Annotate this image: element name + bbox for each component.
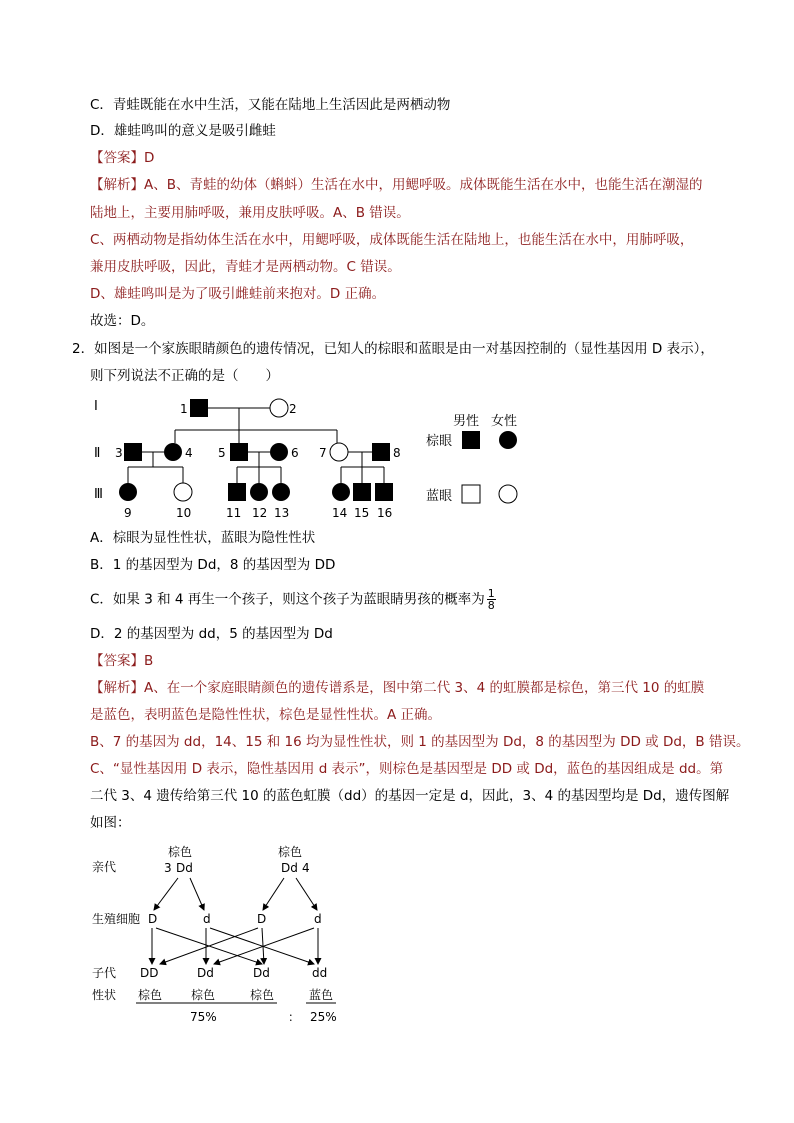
pedigree-legend xyxy=(426,413,517,504)
member-number: 2 xyxy=(289,402,297,416)
q2-option-c xyxy=(90,588,496,611)
q2-option-b: B．1 的基因型为 Dd，8 的基因型为 DD xyxy=(90,557,336,573)
q2-option-d: D．2 的基因型为 dd，5 的基因型为 Dd xyxy=(90,626,333,642)
pedigree-male-brown xyxy=(230,443,248,461)
row-label-parents: 亲代 xyxy=(92,860,117,874)
pedigree-female-brown xyxy=(164,443,182,461)
member-number: 6 xyxy=(291,446,299,460)
q2-analysis-line: C、“显性基因用 D 表示，隐性基因用 d 表示”，则棕色是基因型是 DD 或 Dd，蓝色的基因组成是 dd。第 xyxy=(90,761,724,777)
q2-analysis-line: 二代 3、4 遗传给第三代 10 的蓝色虹膜（dd）的基因一定是 d，因此，3、4 的基因型均是 Dd，遗传图解 xyxy=(90,788,730,804)
q2-analysis-line: B、7 的基因为 dd，14、15 和 16 均为显性性状，则 1 的基因型为 Dd，8 的基因型为 DD 或 Dd，B 错误。 xyxy=(90,734,750,750)
pedigree-female-brown xyxy=(332,483,350,501)
member-number: 11 xyxy=(226,506,242,520)
legend-brown: 棕眼 xyxy=(426,434,453,449)
q2-stem: 2．如图是一个家族眼睛颜色的遗传情况，已知人的棕眼和蓝眼是由一对基因控制的（显性基因用 D 表示）， xyxy=(72,341,714,357)
legend-female-brown xyxy=(499,431,517,449)
parent-left-genotype: Dd xyxy=(176,861,193,875)
legend-male: 男性 xyxy=(453,414,480,429)
gamete: D xyxy=(257,912,267,926)
q1-analysis-line: 兼用皮肤呼吸，因此，青蛙才是两栖动物。C 错误。 xyxy=(90,259,401,275)
row-label-traits: 性状 xyxy=(92,988,117,1002)
q2-stem: 则下列说法不正确的是（ ） xyxy=(90,368,279,384)
pedigree-female-brown xyxy=(272,483,290,501)
member-number: 3 xyxy=(115,446,123,460)
q1-conclusion: 故选：D。 xyxy=(90,313,155,329)
q1-answer: 【答案】D xyxy=(90,150,155,166)
parent-right-genotype: Dd xyxy=(281,861,298,875)
row-label-offspring: 子代 xyxy=(92,966,117,980)
offspring-genotype: Dd xyxy=(253,966,270,980)
q1-analysis-line: 【解析】A、B、青蛙的幼体（蝌蚪）生活在水中，用鳃呼吸。成体既能生活在水中，也能生活在潮湿的 xyxy=(90,177,703,193)
generation-label: Ⅲ xyxy=(94,487,103,502)
fraction xyxy=(487,588,496,611)
pedigree-female-brown xyxy=(270,443,288,461)
pedigree-male-brown xyxy=(375,483,393,501)
legend-male-brown xyxy=(462,431,480,449)
gamete: d xyxy=(314,912,322,926)
offspring-trait: 蓝色 xyxy=(309,988,334,1002)
q2-analysis-line: 【解析】A、在一个家庭眼睛颜色的遗传谱系是，图中第二代 3、4 的虹膜都是棕色，第三代 10 的虹膜 xyxy=(90,680,705,696)
q2-option-a: A．棕眼为显性性状，蓝眼为隐性性状 xyxy=(90,530,316,546)
pedigree-male-brown xyxy=(124,443,142,461)
parent-left-number: 3 xyxy=(164,861,172,875)
parent-right-number: 4 xyxy=(302,861,310,875)
genetic-cross-diagram xyxy=(80,838,380,1028)
member-number: 9 xyxy=(124,506,132,520)
ratio-blue: 25% xyxy=(310,1010,337,1024)
ratio-separator: ： xyxy=(288,1010,301,1024)
fraction-denominator: 8 xyxy=(487,599,495,612)
q2-analysis-line: 如图： xyxy=(90,815,131,831)
member-number: 4 xyxy=(185,446,193,460)
pedigree-chart xyxy=(80,390,540,525)
pedigree-female-blue xyxy=(174,483,192,501)
member-number: 7 xyxy=(319,446,327,460)
gamete: D xyxy=(148,912,158,926)
generation-label: Ⅰ xyxy=(94,399,98,414)
member-number: 10 xyxy=(176,506,192,520)
q2-answer: 【答案】B xyxy=(90,653,154,669)
offspring-genotype: DD xyxy=(140,966,159,980)
pedigree-female-blue xyxy=(270,399,288,417)
member-number: 14 xyxy=(332,506,348,520)
pedigree-female-blue xyxy=(330,443,348,461)
q1-analysis-line: 陆地上，主要用肺呼吸，兼用皮肤呼吸。A、B 错误。 xyxy=(90,205,410,221)
pedigree-male-brown xyxy=(353,483,371,501)
legend-blue: 蓝眼 xyxy=(426,489,453,504)
legend-female-blue xyxy=(499,485,517,503)
q1-analysis-line: D、雄蛙鸣叫是为了吸引雌蛙前来抱对。D 正确。 xyxy=(90,286,386,302)
q1-option-c: C．青蛙既能在水中生活，又能在陆地上生活因此是两栖动物 xyxy=(90,97,451,113)
pedigree-female-brown xyxy=(250,483,268,501)
parent-right-trait: 棕色 xyxy=(278,845,303,859)
pedigree-female-brown xyxy=(119,483,137,501)
generation-label: Ⅱ xyxy=(94,446,101,461)
row-label-gametes: 生殖细胞 xyxy=(92,912,141,926)
member-number: 1 xyxy=(180,402,188,416)
offspring-trait: 棕色 xyxy=(138,988,163,1002)
q1-option-d: D．雄蛙鸣叫的意义是吸引雌蛙 xyxy=(90,123,276,139)
pedigree-male-brown xyxy=(228,483,246,501)
q1-analysis-line: C、两栖动物是指幼体生活在水中，用鳃呼吸，成体既能生活在陆地上，也能生活在水中，用肺呼吸， xyxy=(90,232,694,248)
parent-left-trait: 棕色 xyxy=(168,845,193,859)
pedigree-male-brown xyxy=(190,399,208,417)
offspring-trait: 棕色 xyxy=(250,988,275,1002)
offspring-genotype: Dd xyxy=(197,966,214,980)
q2-analysis-line: 是蓝色，表明蓝色是隐性性状，棕色是显性性状。A 正确。 xyxy=(90,707,442,723)
legend-female: 女性 xyxy=(491,414,518,429)
member-number: 16 xyxy=(377,506,393,520)
offspring-trait: 棕色 xyxy=(191,988,216,1002)
member-number: 8 xyxy=(393,446,401,460)
member-number: 12 xyxy=(252,506,268,520)
pedigree-male-brown xyxy=(372,443,390,461)
q2-option-c-text: C．如果 3 和 4 再生一个孩子，则这个孩子为蓝眼睛男孩的概率为 xyxy=(90,591,485,608)
offspring-genotype: dd xyxy=(312,966,328,980)
member-number: 15 xyxy=(354,506,370,520)
ratio-brown: 75% xyxy=(190,1010,217,1024)
fraction-numerator: 1 xyxy=(487,587,495,600)
gamete: d xyxy=(203,912,211,926)
legend-male-blue xyxy=(462,485,480,503)
member-number: 5 xyxy=(218,446,226,460)
member-number: 13 xyxy=(274,506,290,520)
